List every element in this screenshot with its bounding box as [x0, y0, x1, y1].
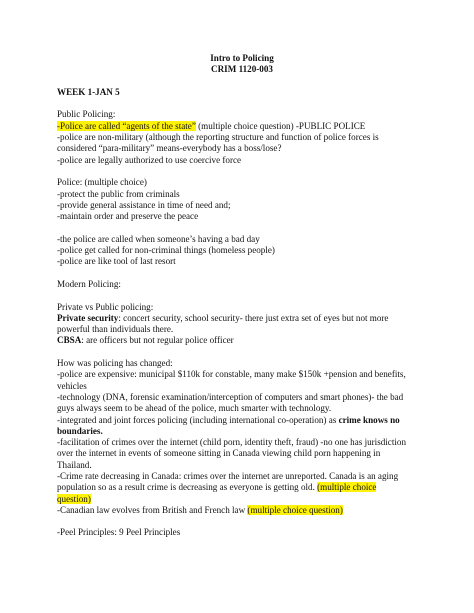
- changes-line: guys always seem to be ahead of the police, much smarter with technology.: [57, 403, 332, 414]
- course-code: CRIM 1120-003: [211, 64, 273, 75]
- highlight-multiple-choice: (multiple choice: [317, 482, 377, 493]
- document-title: Intro to Policing: [210, 53, 274, 63]
- changes-line: over the internet in events of someone sitting in Canada viewing child porn happening in: [57, 448, 381, 459]
- highlight-multiple-choice-question: (multiple choice question): [247, 504, 343, 515]
- highlight-agents-of-state: -Police are called “agents of the state”: [57, 120, 196, 131]
- document-body: [57, 53, 427, 539]
- public-policing-line-1-rest: (multiple choice question) -PUBLIC POLICE: [195, 120, 366, 131]
- canadian-law-text: -Canadian law evolves from British and French law: [57, 504, 248, 515]
- police-item: -provide general assistance in time of need and;: [57, 199, 231, 210]
- changes-line: -technology (DNA, forensic examination/interception of computers and smart phones)- the bad: [57, 391, 404, 402]
- week-heading: WEEK 1-JAN 5: [57, 86, 120, 97]
- private-security-line-2: powerful than individuals there.: [57, 324, 174, 335]
- changes-line: [57, 505, 427, 516]
- police-item: -protect the public from criminals: [57, 188, 180, 199]
- police-note: -police get called for non-criminal things (homeless people): [57, 245, 275, 256]
- integrated-policing-text: -integrated and joint forces policing (including international co-operation) as: [57, 414, 339, 425]
- public-policing-heading: Public Policing:: [57, 109, 116, 120]
- private-security-line: [57, 313, 427, 324]
- public-policing-line-3: considered “para-military” means-everybody has a boss/lose?: [57, 143, 282, 154]
- changes-line: -facilitation of crimes over the internet (child porn, identity theft, fraud) -no one has jurisdiction: [57, 437, 406, 448]
- public-policing-line-4: -police are legally authorized to use coercive force: [57, 154, 242, 165]
- crime-knows-no-bold: crime knows no: [338, 414, 400, 425]
- private-vs-public-heading: Private vs Public policing:: [57, 301, 154, 312]
- changes-line: -police are expensive: municipal $110k for constable, many make $150k +pension and benefits,: [57, 369, 406, 380]
- cbsa-label: CBSA: [57, 335, 82, 346]
- peel-principles-line: -Peel Principles: 9 Peel Principles: [57, 527, 181, 538]
- police-heading: Police: (multiple choice): [57, 177, 147, 188]
- boundaries-bold: boundaries.: [57, 425, 103, 436]
- public-policing-line-2: -police are non-military (although the reporting structure and function of police forces is: [57, 132, 379, 143]
- police-note: -the police are called when someone’s having a bad day: [57, 233, 260, 244]
- changes-line: vehicles: [57, 380, 87, 391]
- cbsa-text: : are officers but not regular police officer: [81, 335, 234, 346]
- changes-line: [57, 482, 427, 493]
- highlight-question: question): [57, 493, 91, 504]
- changes-line: [57, 415, 427, 426]
- private-security-text: : concert security, school security- there just extra set of eyes but not more: [118, 312, 389, 323]
- private-security-label: Private security: [57, 312, 119, 323]
- public-policing-line-1: [57, 121, 427, 132]
- changes-line: Thailand.: [57, 459, 92, 470]
- police-note: -police are like tool of last resort: [57, 256, 176, 267]
- changes-heading: How was policing has changed:: [57, 358, 173, 369]
- changes-line: [57, 494, 427, 505]
- modern-policing-heading: Modern Policing:: [57, 278, 121, 289]
- aging-population-text: population so as a result crime is decreasing as everyone is getting old.: [57, 482, 318, 493]
- cbsa-line: [57, 335, 427, 346]
- police-item: -maintain order and preserve the peace: [57, 211, 199, 222]
- changes-line: -Crime rate decreasing in Canada: crimes over the internet are unreported. Canada is an aging: [57, 470, 399, 481]
